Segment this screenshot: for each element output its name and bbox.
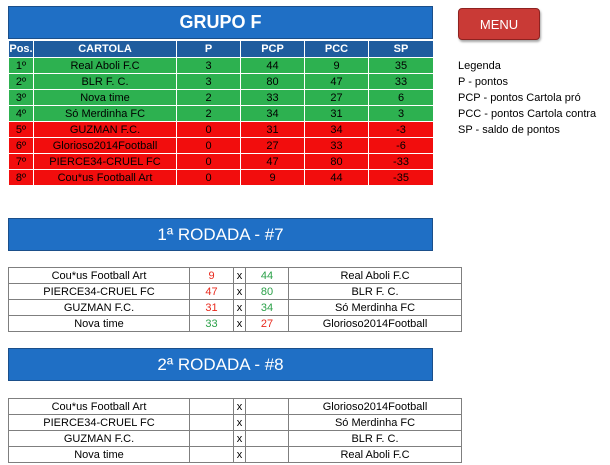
round-2-matches [8,398,462,463]
away-score [246,415,289,431]
away-score: 80 [246,284,289,300]
sp-cell: -3 [369,122,434,138]
versus-sep: x [234,399,246,415]
away-team: Só Merdinha FC [289,300,462,316]
match-row [9,284,462,300]
pos-cell: 5º [9,122,34,138]
away-score [246,447,289,463]
pcp-cell: 33 [241,90,305,106]
match-row [9,268,462,284]
pcp-cell: 31 [241,122,305,138]
home-team: Nova time [9,316,190,332]
points-cell: 0 [177,170,241,186]
away-score: 44 [246,268,289,284]
versus-sep: x [234,431,246,447]
round-1-matches [8,267,462,332]
header-sp: SP [369,41,434,58]
points-cell: 0 [177,154,241,170]
versus-sep: x [234,415,246,431]
match-row [9,447,462,463]
team-cell: BLR F. C. [34,74,177,90]
round-1-title: 1ª RODADA - #7 [8,218,433,251]
home-team: GUZMAN F.C. [9,300,190,316]
sp-cell: 3 [369,106,434,122]
table-row [9,106,434,122]
away-team: Glorioso2014Football [289,399,462,415]
legend-item: PCP - pontos Cartola pró [458,92,581,104]
group-title: GRUPO F [8,6,433,39]
table-row [9,74,434,90]
pcc-cell: 44 [305,170,369,186]
home-team: Cou*us Football Art [9,268,190,284]
versus-sep: x [234,284,246,300]
round-2-title: 2ª RODADA - #8 [8,348,433,381]
legend-item: P - pontos [458,76,508,88]
home-score [190,431,234,447]
table-row [9,90,434,106]
match-row [9,431,462,447]
pcc-cell: 34 [305,122,369,138]
team-cell: Glorioso2014Football [34,138,177,154]
pos-cell: 3º [9,90,34,106]
away-score: 34 [246,300,289,316]
home-team: PIERCE34-CRUEL FC [9,284,190,300]
away-team: Real Aboli F.C [289,447,462,463]
legend [458,58,596,138]
pcc-cell: 80 [305,154,369,170]
versus-sep: x [234,316,246,332]
pcc-cell: 47 [305,74,369,90]
pos-cell: 2º [9,74,34,90]
away-team: BLR F. C. [289,284,462,300]
home-team: Nova time [9,447,190,463]
away-score [246,399,289,415]
points-cell: 3 [177,58,241,74]
versus-sep: x [234,447,246,463]
pcc-cell: 27 [305,90,369,106]
pcc-cell: 33 [305,138,369,154]
header-p: P [177,41,241,58]
sp-cell: -33 [369,154,434,170]
home-team: Cou*us Football Art [9,399,190,415]
points-cell: 2 [177,106,241,122]
pos-cell: 7º [9,154,34,170]
pos-cell: 1º [9,58,34,74]
away-team: Real Aboli F.C [289,268,462,284]
table-row [9,138,434,154]
home-score [190,415,234,431]
away-team: Glorioso2014Football [289,316,462,332]
header-pos: Pos. [9,41,34,58]
points-cell: 0 [177,138,241,154]
points-cell: 3 [177,74,241,90]
pcp-cell: 47 [241,154,305,170]
pos-cell: 4º [9,106,34,122]
match-row [9,300,462,316]
pcp-cell: 80 [241,74,305,90]
home-team: PIERCE34-CRUEL FC [9,415,190,431]
pcc-cell: 9 [305,58,369,74]
legend-item: SP - saldo de pontos [458,124,560,136]
home-score: 33 [190,316,234,332]
team-cell: Cou*us Football Art [34,170,177,186]
team-cell: PIERCE34-CRUEL FC [34,154,177,170]
sp-cell: -35 [369,170,434,186]
table-row [9,154,434,170]
home-score [190,447,234,463]
menu-button[interactable]: MENU [458,8,540,40]
versus-sep: x [234,268,246,284]
pcc-cell: 31 [305,106,369,122]
table-row [9,170,434,186]
away-score [246,431,289,447]
header-cartola: CARTOLA [34,41,177,58]
points-cell: 2 [177,90,241,106]
pcp-cell: 9 [241,170,305,186]
away-team: BLR F. C. [289,431,462,447]
pcp-cell: 34 [241,106,305,122]
away-score: 27 [246,316,289,332]
header-pcp: PCP [241,41,305,58]
sp-cell: 6 [369,90,434,106]
pcp-cell: 27 [241,138,305,154]
team-cell: Só Merdinha FC [34,106,177,122]
home-score: 31 [190,300,234,316]
pcp-cell: 44 [241,58,305,74]
versus-sep: x [234,300,246,316]
sp-cell: -6 [369,138,434,154]
match-row [9,316,462,332]
away-team: Só Merdinha FC [289,415,462,431]
home-score: 47 [190,284,234,300]
match-row [9,415,462,431]
standings-header-row [9,41,434,58]
sp-cell: 33 [369,74,434,90]
points-cell: 0 [177,122,241,138]
team-cell: Real Aboli F.C [34,58,177,74]
home-score [190,399,234,415]
home-team: GUZMAN F.C. [9,431,190,447]
header-pcc: PCC [305,41,369,58]
legend-title: Legenda [458,60,501,72]
pos-cell: 6º [9,138,34,154]
match-row [9,399,462,415]
pos-cell: 8º [9,170,34,186]
legend-item: PCC - pontos Cartola contra [458,108,597,120]
team-cell: Nova time [34,90,177,106]
standings-table [8,40,434,186]
team-cell: GUZMAN F.C. [34,122,177,138]
sp-cell: 35 [369,58,434,74]
table-row [9,58,434,74]
home-score: 9 [190,268,234,284]
table-row [9,122,434,138]
